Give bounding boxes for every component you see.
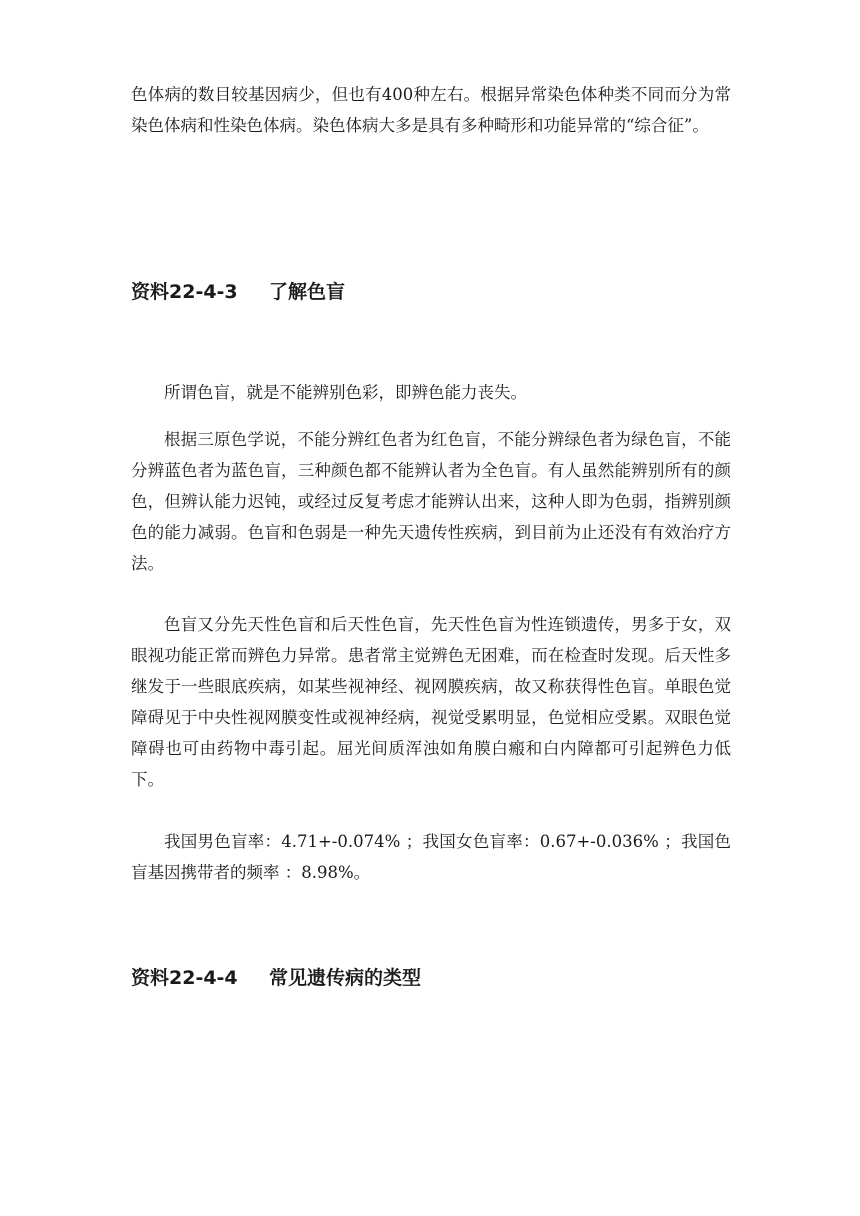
paragraph-congenital-acquired: 色盲又分先天性色盲和后天性色盲，先天性色盲为性连锁遗传，男多于女，双眼视功能正常而辨色力异常。患者常主觉辨色无困难，而在检查时发现。后天性多继发于一些眼底疾病，如某些视神经、视网膜疾病，故又称获得性色盲。单眼色觉障碍见于中央性视网膜变性或视神经病，视觉受累明显，色觉相应受累。双眼色觉障碍也可由药物中毒引起。屈光间质浑浊如角膜白瘢和白内障都可引起辨色力低下。 bbox=[131, 615, 731, 789]
intro-paragraph: 色体病的数目较基因病少，但也有400种左右。根据异常染色体种类不同而分为常染色体病和性染色体病。染色体病大多是具有多种畸形和功能异常的“综合征”。 bbox=[131, 85, 731, 135]
section-heading-22-4-3 bbox=[131, 279, 345, 305]
section-title: 了解色盲 bbox=[269, 281, 346, 303]
section-heading-22-4-4 bbox=[131, 965, 421, 991]
section-number: 资料22-4-3 bbox=[131, 281, 238, 303]
paragraph-color-blindness-definition: 所谓色盲，就是不能辨别色彩，即辨色能力丧失。 bbox=[164, 383, 527, 402]
section-title: 常见遗传病的类型 bbox=[269, 967, 422, 989]
section-number: 资料22-4-4 bbox=[131, 967, 238, 989]
paragraph-trichromatic-theory: 根据三原色学说，不能分辨红色者为红色盲，不能分辨绿色者为绿色盲，不能分辨蓝色者为蓝色盲，三种颜色都不能辨认者为全色盲。有人虽然能辨别所有的颜色，但辨认能力迟钝，或经过反复考虑才能辨认出来，这种人即为色弱，指辨别颜色的能力减弱。色盲和色弱是一种先天遗传性疾病，到目前为止还没有有效治疗方法。 bbox=[131, 430, 731, 573]
paragraph-prevalence-statistics: 我国男色盲率：4.71+-0.074% ；我国女色盲率：0.67+-0.036% ；我国色盲基因携带者的频率 ：8.98%。 bbox=[131, 832, 731, 882]
